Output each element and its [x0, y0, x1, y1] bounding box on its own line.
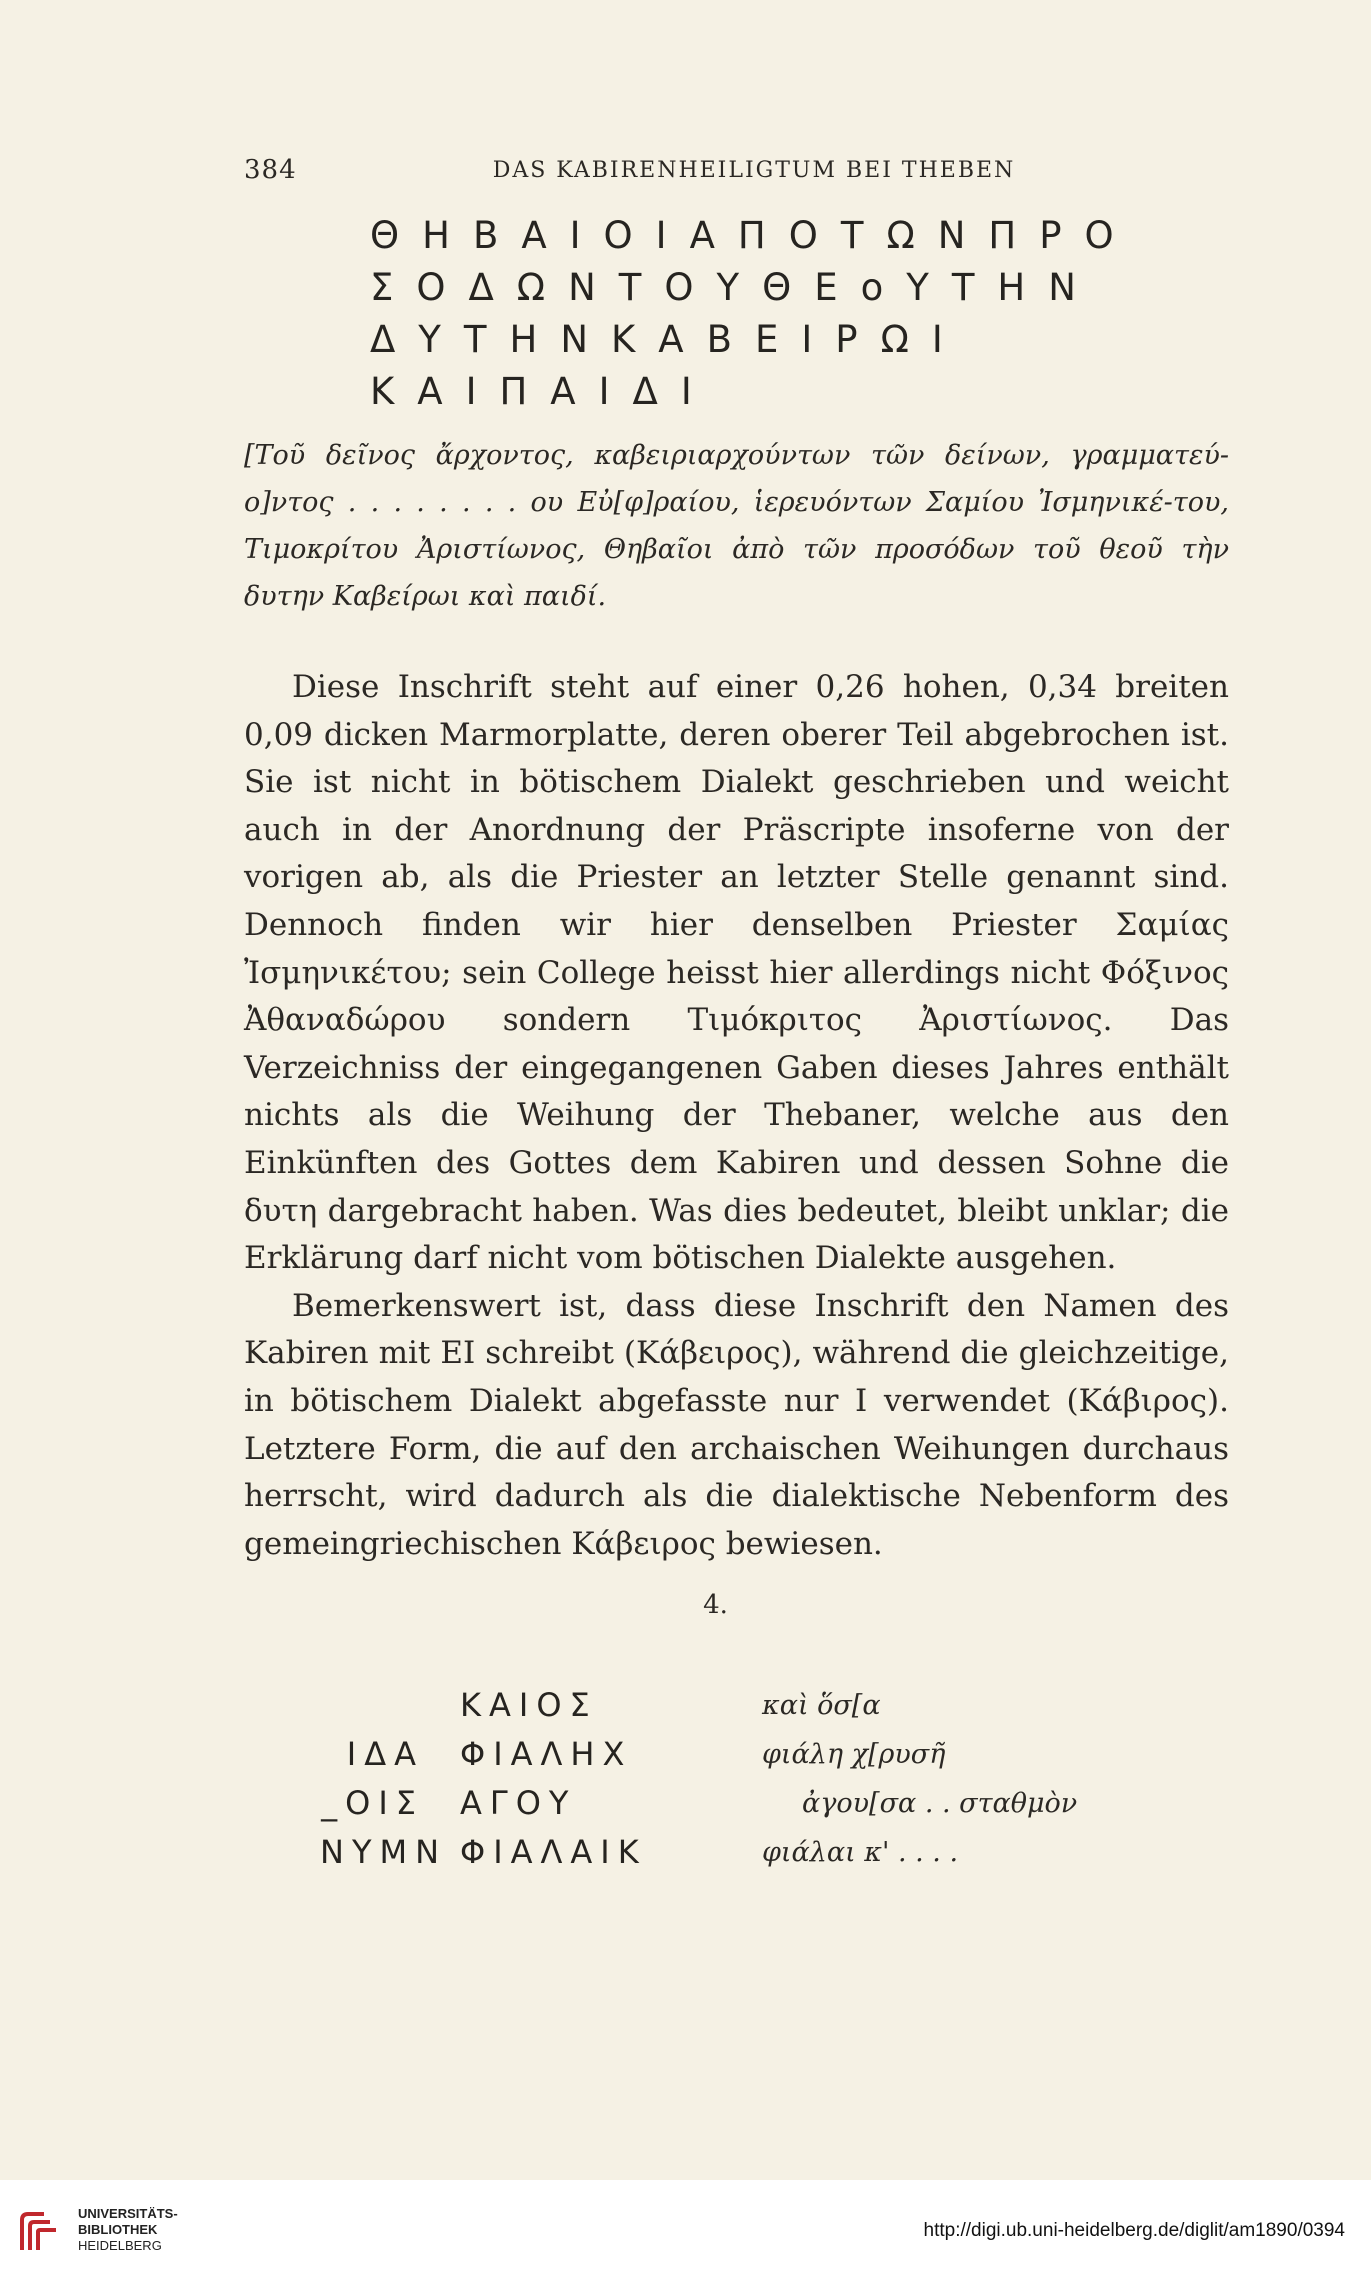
page-header	[244, 155, 1224, 195]
fragment-right-col: ΑΓΟΥ	[460, 1784, 577, 1822]
library-name-line: BIBLIOTHEK	[78, 2222, 158, 2237]
inscription-line-4: ΚΑΙΠΑΙΔΙ	[370, 370, 715, 413]
fragment-left-col: ΙΔΑ	[346, 1735, 424, 1773]
library-name-line: UNIVERSITÄTS-	[78, 2206, 178, 2221]
fragment-row	[320, 1828, 660, 1877]
running-head: DAS KABIRENHEILIGTUM BEI THEBEN	[492, 158, 1016, 183]
library-name	[78, 2206, 178, 2254]
fragment-left-col: _ΟΙΣ	[321, 1784, 424, 1822]
fragment-transcription-line: καὶ ὅσ[α	[762, 1690, 881, 1721]
fragment-right-col: ΦΙΑΛΗΧ	[460, 1735, 633, 1773]
inscription-line-2: ΣΟΔΩΝΤΟΥΘΕοΥΤΗΝ	[370, 266, 1099, 309]
paragraph-2: Bemerkenswert ist, dass diese Inschrift den Namen des Kabiren mit ΕΙ schreibt (Κάβειρος), während die gleichzeitige, in bötischem Dialekt abgefasste nur Ι verwendet (Κάβιρος). Letztere Form, die auf den archaischen Weihungen durchaus herrscht, wird dadurch als die dialektische Nebenform des gemeingriechischen Κάβειρος bewiesen.	[244, 1287, 1229, 1562]
page-number: 384	[244, 155, 297, 185]
fragment-transcription	[762, 1681, 1077, 1877]
paragraph-1: Diese Inschrift steht auf einer 0,26 hohen, 0,34 breiten 0,09 dicken Marmorplatte, deren oberer Teil abgebrochen ist. Sie ist nicht in bötischem Dialekt geschrieben und weicht auch in der Anordnung der Präscripte insoferne von der vorigen ab, als die Priester an letzter Stelle genannt sind. Dennoch finden wir hier denselben Priester Σαμίας Ἰσμηνικέτου; sein College heisst hier allerdings nicht Φόξινος Ἀθαναδώρου sondern Τιμόκριτος Ἀριστίωνος. Das Verzeichniss der eingegangenen Gaben dieses Jahres enthält nichts als die Weihung der Thebaner, welche aus den Einkünften des Gottes dem Kabiren und dessen Sohne die δυτη dargebracht haben. Was dies bedeutet, bleibt unklar; die Erklärung darf nicht vom bötischen Dialekte ausgehen.	[244, 669, 1229, 1277]
fragment-inscription	[320, 1681, 660, 1877]
permalink-url[interactable]: http://digi.ub.uni-heidelberg.de/diglit/am1890/0394	[923, 2220, 1345, 2241]
inscription-transcription: [Τοῦ δεῖνος ἄρχοντος, καβειριαρχούντων τῶν δείνων, γραμματεύ-ο]ντος . . . . . . . . ου Εὐ[φ]ραίου, ἱερευόντων Σαμίου Ἰσμηνικέ-του, Τιμοκρίτου Ἀριστίωνος, Θηβαῖοι ἀπὸ τῶν προσόδων τοῦ θεοῦ τὴν δυτην Καβείρωι καὶ παιδί.	[244, 440, 1229, 612]
fragment-row	[320, 1779, 660, 1828]
greek-inscription	[370, 210, 1137, 418]
fragment-left-col: ΝΥΜΝ	[320, 1833, 448, 1871]
library-name-line: HEIDELBERG	[78, 2238, 162, 2253]
body-text	[244, 664, 1229, 1568]
inscription-line-1: ΘΗΒΑΙΟΙΑΠΟΤΩΝΠΡΟ	[370, 214, 1137, 257]
fragment-right-col: ΚΑΙΟΣ	[460, 1686, 598, 1724]
fragment-row	[320, 1681, 660, 1730]
section-number: 4.	[703, 1590, 728, 1620]
fragment-transcription-line: φιάλη χ[ρυσῆ	[762, 1739, 946, 1770]
fragment-left-col	[320, 1681, 460, 1730]
fragment-right-col: ΦΙΑΛΑΙΚ	[460, 1833, 647, 1871]
fragment-transcription-line: φιάλαι κ' . . . .	[762, 1837, 959, 1868]
inscription-line-3: ΔΥΤΗΝΚΑΒΕΙΡΩΙ	[370, 318, 966, 361]
fragment-row	[320, 1730, 660, 1779]
fragment-transcription-line: ἀγου[σα . . σταθμὸν	[802, 1788, 1078, 1819]
footer-bar	[0, 2180, 1371, 2278]
library-logo-icon	[14, 2206, 66, 2258]
